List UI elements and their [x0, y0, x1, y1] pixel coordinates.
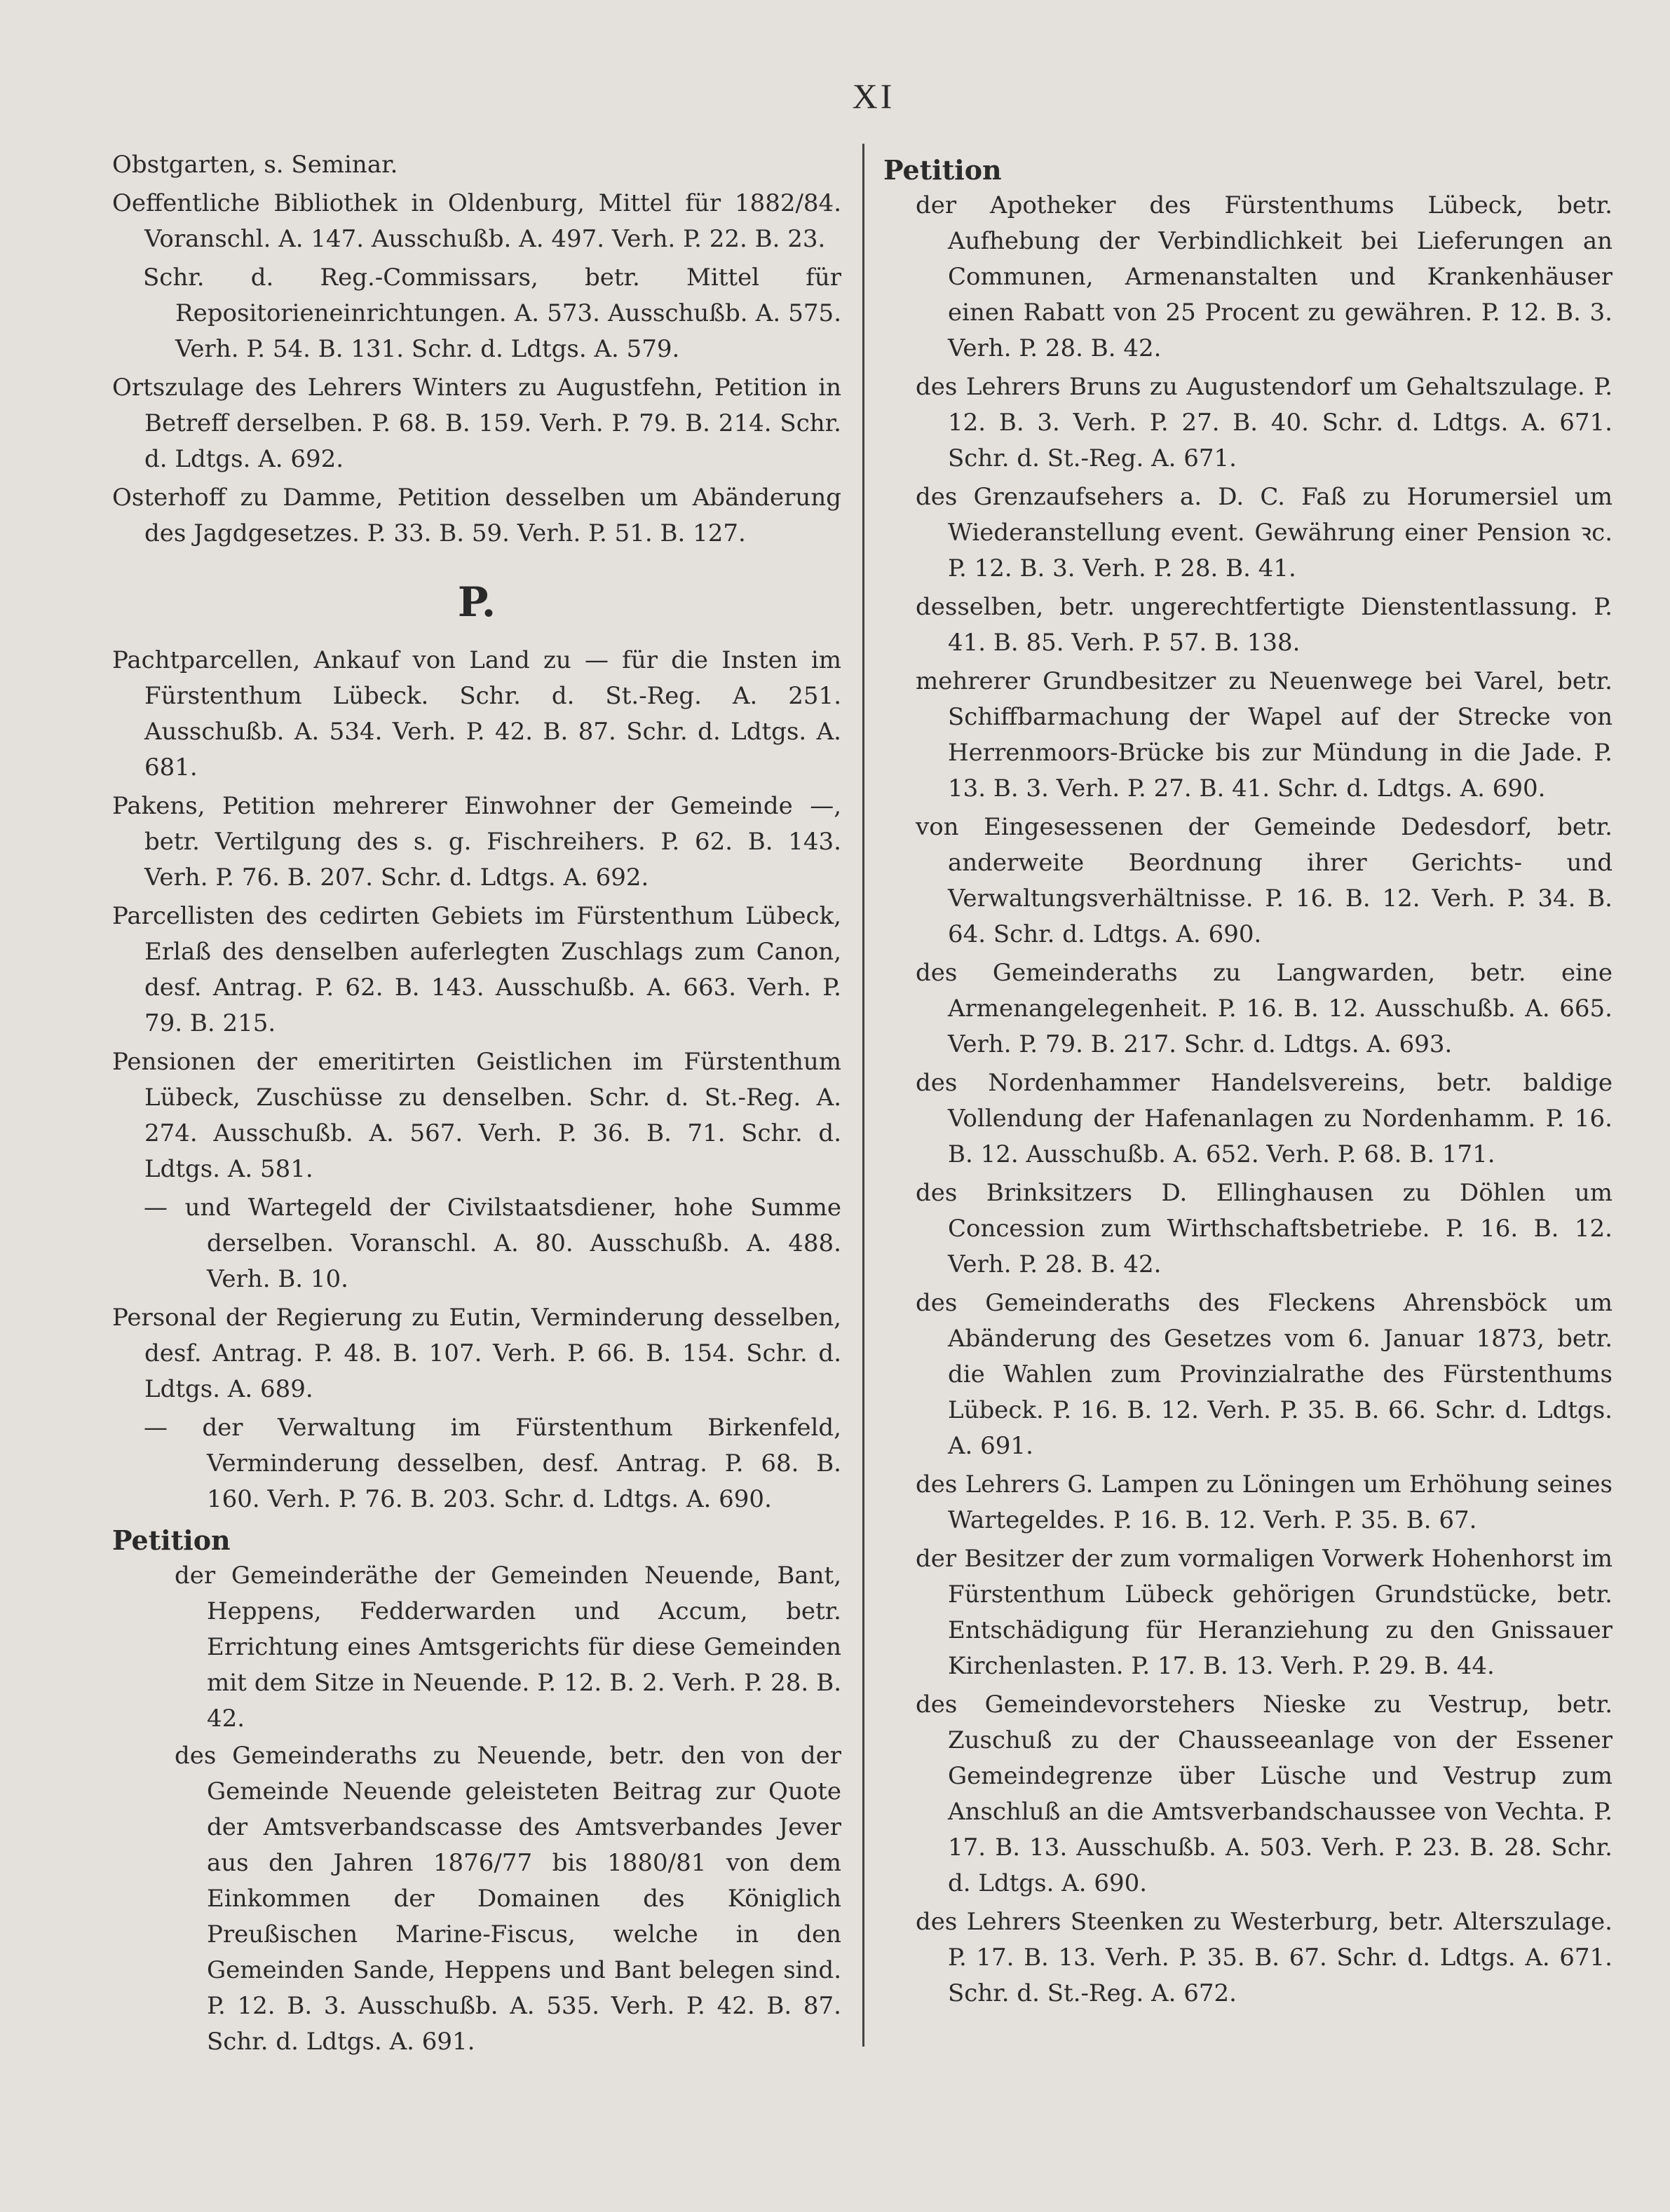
petition-item: der Besitzer der zum vormaligen Vorwerk Hohenhorst im Fürstenthum Lübeck gehörigen Grundstücke, betr. Entschädigung für Heranziehung zu den Gnissauer Kirchenlasten. P. 17. B. 13. Verh. P. 29. B. 44. — [916, 1545, 1613, 1680]
index-entry: Ortszulage des Lehrers Winters zu Augustfehn, Petition in Betreff derselben. P. 68. B. 159. Verh. P. 79. B. 214. Schr. d. Ldtgs. A. 692. — [112, 374, 841, 473]
index-dash-entry: — der Verwaltung im Fürstenthum Birkenfeld, Verminderung desselben, desf. Antrag. P. 68. B. 160. Verh. P. 76. B. 203. Schr. d. Ldtgs. A. 690. — [144, 1414, 841, 1513]
petition-item: des Gemeindevorstehers Nieske zu Vestrup, betr. Zuschuß zu der Chausseeanlage von der Essener Gemeindegrenze über Lüsche und Vestrup zum Anschluß an die Amtsverbandschaussee von Vechta. P. 17. B. 13. Ausschußb. A. 503. Verh. P. 23. B. 28. Schr. d. Ldtgs. A. 690. — [916, 1691, 1613, 1897]
petition-item: von Eingesessenen der Gemeinde Dedesdorf, betr. anderweite Beordnung ihrer Gerichts- und Verwaltungsverhältnisse. P. 16. B. 12. Verh. P. 34. B. 64. Schr. d. Ldtgs. A. 690. — [916, 813, 1613, 948]
petition-item: des Lehrers Bruns zu Augustendorf um Gehaltszulage. P. 12. B. 3. Verh. P. 27. B. 40. Schr. d. Ldtgs. A. 671. Schr. d. St.-Reg. A. 671. — [916, 373, 1613, 472]
petition-item: des Grenzaufsehers a. D. C. Faß zu Horumersiel um Wiederanstellung event. Gewährung einer Pension ꝛc. P. 12. B. 3. Verh. P. 28. B. 41. — [916, 483, 1613, 582]
section-letter: P. — [457, 578, 496, 626]
petition-item: des Gemeinderaths zu Langwarden, betr. eine Armenangelegenheit. P. 16. B. 12. Ausschußb. A. 665. Verh. P. 79. B. 217. Schr. d. Ldtgs. A. 693. — [916, 959, 1613, 1058]
index-entry: Pensionen der emeritirten Geistlichen im Fürstenthum Lübeck, Zuschüsse zu denselben. Schr. d. St.-Reg. A. 274. Ausschußb. A. 567. Verh. P. 36. B. 71. Schr. d. Ldtgs. A. 581. — [112, 1048, 841, 1183]
petition-item: des Gemeinderaths des Fleckens Ahrensböck um Abänderung des Gesetzes vom 6. Januar 1873, betr. die Wahlen zum Provinzialrathe des Fürstenthums Lübeck. P. 16. B. 12. Verh. P. 35. B. 66. Schr. d. Ldtgs. A. 691. — [916, 1289, 1613, 1460]
index-entry: Osterhoff zu Damme, Petition desselben um Abänderung des Jagdgesetzes. P. 33. B. 59. Verh. P. 51. B. 127. — [112, 484, 841, 547]
index-entry: Oeffentliche Bibliothek in Oldenburg, Mittel für 1882/84. Voranschl. A. 147. Ausschußb. A. 497. Verh. P. 22. B. 23. — [112, 189, 841, 253]
right-column — [883, 147, 1613, 2014]
petition-item: des Nordenhammer Handelsvereins, betr. baldige Vollendung der Hafenanlagen zu Nordenhamm. P. 16. B. 12. Ausschußb. A. 652. Verh. P. 68. B. 171. — [916, 1069, 1613, 1168]
petition-item: der Gemeinderäthe der Gemeinden Neuende, Bant, Heppens, Fedderwarden und Accum, betr. Errichtung eines Amtsgerichts für diese Gemeinden mit dem Sitze in Neuende. P. 12. B. 2. Verh. P. 28. B. 42. — [175, 1562, 841, 1733]
page-number: XI — [852, 76, 895, 116]
index-entry: Pakens, Petition mehrerer Einwohner der Gemeinde —, betr. Vertilgung des s. g. Fischreihers. P. 62. B. 143. Verh. P. 76. B. 207. Schr. d. Ldtgs. A. 692. — [112, 792, 841, 892]
index-entry: Parcellisten des cedirten Gebiets im Fürstenthum Lübeck, Erlaß des denselben auferlegten Zuschlags zum Canon, desf. Antrag. P. 62. B. 143. Ausschußb. A. 663. Verh. P. 79. B. 215. — [112, 902, 841, 1037]
petition-item: mehrerer Grundbesitzer zu Neuenwege bei Varel, betr. Schiffbarmachung der Wapel auf der Strecke von Herrenmoors-Brücke bis zur Mündung in die Jade. P. 13. B. 3. Verh. P. 27. B. 41. Schr. d. Ldtgs. A. 690. — [916, 667, 1613, 803]
index-entry: Pachtparcellen, Ankauf von Land zu — für die Insten im Fürstenthum Lübeck. Schr. d. St.-Reg. A. 251. Ausschußb. A. 534. Verh. P. 42. B. 87. Schr. d. Ldtgs. A. 681. — [112, 646, 841, 781]
petition-item: des Lehrers G. Lampen zu Löningen um Erhöhung seines Wartegeldes. P. 16. B. 12. Verh. P. 35. B. 67. — [916, 1470, 1613, 1534]
index-entry: Personal der Regierung zu Eutin, Verminderung desselben, desf. Antrag. P. 48. B. 107. Verh. P. 66. B. 154. Schr. d. Ldtgs. A. 689. — [112, 1304, 841, 1403]
petition-item: des Gemeinderaths zu Neuende, betr. den von der Gemeinde Neuende geleisteten Beitrag zur Quote der Amtsverbandscasse des Amtsverbandes Jever aus den Jahren 1876/77 bis 1880/81 von dem Einkommen der Domainen des Königlich Preußischen Marine-Fiscus, welche in den Gemeinden Sande, Heppens und Bant belegen sind. P. 12. B. 3. Ausschußb. A. 535. Verh. P. 42. B. 87. Schr. d. Ldtgs. A. 691. — [175, 1742, 841, 2056]
section-heading: Petition — [112, 1524, 231, 1556]
column-divider — [862, 144, 864, 2047]
petition-item: desselben, betr. ungerechtfertigte Dienstentlassung. P. 41. B. 85. Verh. P. 57. B. 138. — [916, 593, 1613, 657]
left-column — [112, 147, 841, 2061]
index-entry: Obstgarten, s. Seminar. — [112, 151, 398, 179]
index-dash-entry: — und Wartegeld der Civilstaatsdiener, hohe Summe derselben. Voranschl. A. 80. Ausschußb. A. 488. Verh. B. 10. — [144, 1194, 841, 1293]
section-heading: Petition — [883, 154, 1002, 186]
petition-item: der Apotheker des Fürstenthums Lübeck, betr. Aufhebung der Verbindlichkeit bei Lieferungen an Communen, Armenanstalten und Krankenhäuser einen Rabatt von 25 Procent zu gewähren. P. 12. B. 3. Verh. P. 28. B. 42. — [916, 191, 1613, 362]
petition-item: des Lehrers Steenken zu Westerburg, betr. Alterszulage. P. 17. B. 13. Verh. P. 35. B. 67. Schr. d. Ldtgs. A. 671. Schr. d. St.-Reg. A. 672. — [916, 1908, 1613, 2007]
index-sub-entry: Schr. d. Reg.-Commissars, betr. Mittel für Repositorieneinrichtungen. A. 573. Ausschußb. A. 575. Verh. P. 54. B. 131. Schr. d. Ldtgs. A. 579. — [143, 264, 841, 363]
petition-item: des Brinksitzers D. Ellinghausen zu Döhlen um Concession zum Wirthschaftsbetriebe. P. 16. B. 12. Verh. P. 28. B. 42. — [916, 1179, 1613, 1278]
